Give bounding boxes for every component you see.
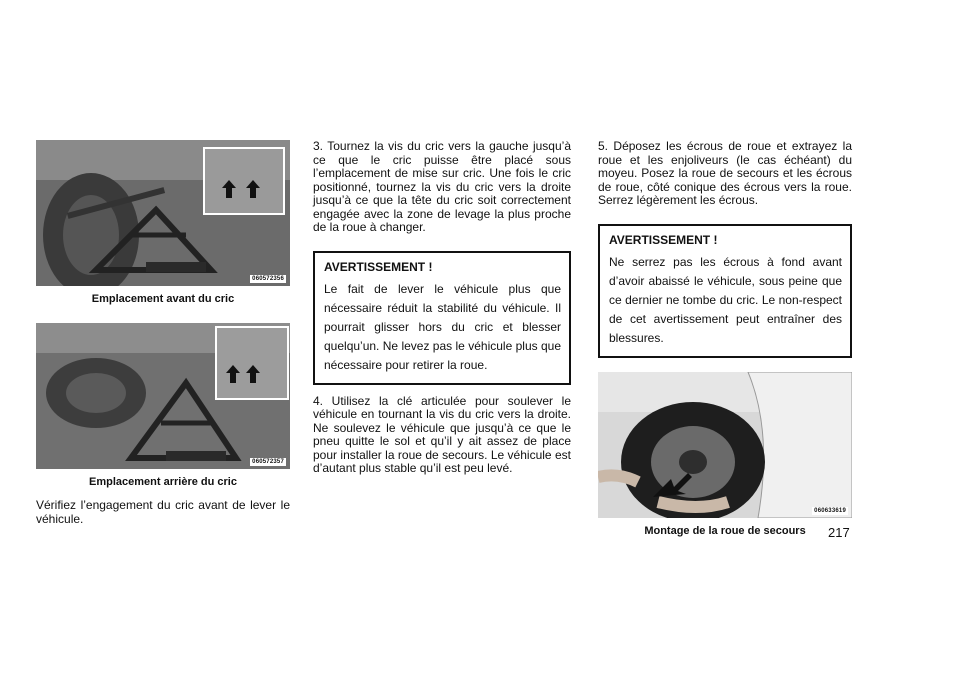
spare-wheel-illustration xyxy=(598,372,852,518)
rear-jack-photo xyxy=(36,323,290,469)
page-number: 217 xyxy=(828,525,850,540)
figure-code: 060572356 xyxy=(252,276,284,282)
column-right xyxy=(598,140,852,538)
warning-text: Ne serrez pas les écrous à fond avant d’avoir abaissé le véhicule, sous peine que ce dernier ne tombe du cric. Le non-respect de cet avertissement peut entraîner des blessures. xyxy=(609,254,842,345)
spare-wheel-photo xyxy=(598,372,852,518)
warning-box-lug-nuts xyxy=(598,224,852,358)
warning-title: AVERTISSEMENT ! xyxy=(609,232,718,247)
step-4-text: 4. Utilisez la clé articulée pour soulever le véhicule en tournant la vis du cric vers la droite. Ne soulevez le véhicule que jusqu’à ce que le pneu quitte le sol et qu’il y ait assez de place pour installer la roue de secours. Le véhicule est d’autant plus stable qu’il est peu levé. xyxy=(313,393,571,475)
spare-wheel-caption: Montage de la roue de secours xyxy=(644,524,806,537)
column-left xyxy=(36,140,290,526)
jack-check-paragraph: Vérifiez l’engagement du cric avant de lever le véhicule. xyxy=(36,498,290,526)
figure-code: 060572357 xyxy=(252,459,284,465)
figure-code: 060633619 xyxy=(814,507,846,514)
step-5-text: 5. Déposez les écrous de roue et extrayez la roue et les enjoliveurs (le cas échéant) du moyeu. Posez la roue de secours et les écrous de roue, côté conique des écrous vers la roue. Serrez légèrement les écrous. xyxy=(598,139,852,207)
front-jack-photo xyxy=(36,140,290,286)
rear-jack-caption: Emplacement arrière du cric xyxy=(89,476,237,488)
front-jack-illustration xyxy=(36,140,290,286)
column-middle xyxy=(313,140,571,476)
front-jack-caption: Emplacement avant du cric xyxy=(91,293,235,305)
rear-jack-illustration xyxy=(36,323,290,469)
warning-text: Le fait de lever le véhicule plus que nécessaire réduit la stabilité du véhicule. Il pourrait glisser hors du cric et blesser quelqu’un. Ne levez pas le véhicule plus que nécessaire pour retirer la roue. xyxy=(324,281,561,372)
warning-box-lift xyxy=(313,251,571,385)
step-3-text: 3. Tournez la vis du cric vers la gauche jusqu’à ce que le cric puisse être placé sous l’emplacement de mise sur cric. Une fois le cric positionné, tournez la vis du cric vers la droite jusqu’à ce que la tête du cric soit correctement engagée avec la zone de levage la plus proche de la roue à changer. xyxy=(313,139,571,234)
warning-title: AVERTISSEMENT ! xyxy=(324,259,433,274)
